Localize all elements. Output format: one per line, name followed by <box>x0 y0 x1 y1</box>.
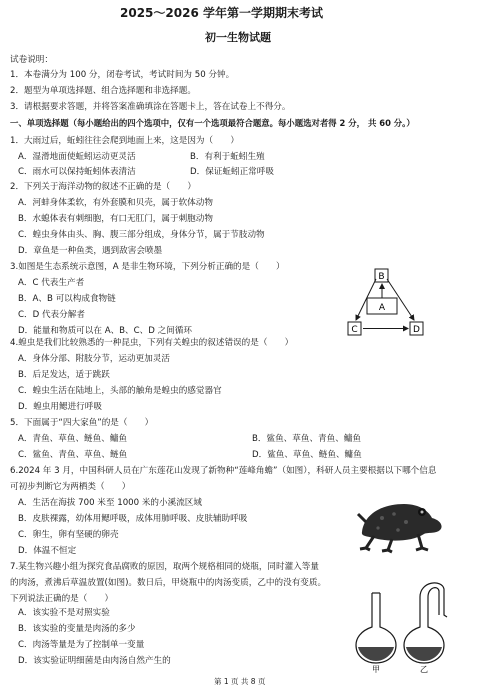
question-stem: 7.某生物兴趣小组为探究食品腐败的原因，取两个规格相同的烧瓶，同时灌入等量 <box>10 562 319 572</box>
option-c: C．D 代表分解者 <box>18 310 85 320</box>
instruction-item: 3．请根据要求答题，并将答案准确填涂在答题卡上，答在试卷上不得分。 <box>10 102 291 112</box>
option-d: D．保证蚯蚓正常呼吸 <box>190 167 274 177</box>
toad-image <box>352 492 447 554</box>
option-b: B．鲨鱼、草鱼、青鱼、鳙鱼 <box>252 434 362 444</box>
option-d: D．章鱼是一种鱼类，遇到敌害会喷墨 <box>18 246 163 256</box>
flask-jia <box>356 593 396 663</box>
question-stem: 5．下面属于“四大家鱼”的是（ ） <box>10 418 154 428</box>
exam-subtitle: 初一生物试题 <box>205 31 271 44</box>
instruction-item: 1．本卷满分为 100 分，闭卷考试，考试时间为 50 分钟。 <box>10 70 235 80</box>
option-b: B．该实验的变量是肉汤的多少 <box>18 624 136 634</box>
ecosystem-diagram <box>340 265 435 345</box>
option-c: C．卵生，卵有坚硬的卵壳 <box>18 530 119 540</box>
option-d: D．蝗虫用鳃进行呼吸 <box>18 402 102 412</box>
exam-title: 2025～2026 学年第一学期期末考试 <box>120 6 323 20</box>
node-b-label: B <box>378 272 385 282</box>
option-c: C．雨水可以保持蚯蚓体表清洁 <box>18 167 136 177</box>
option-a: A．C 代表生产者 <box>18 278 85 288</box>
option-b: B．水螅体表有刺细胞，有口无肛门，属于刺胞动物 <box>18 214 213 224</box>
flask-yi <box>404 583 447 663</box>
option-c: C．肉汤等量是为了控制单一变量 <box>18 640 145 650</box>
option-a: A．青鱼、草鱼、鲢鱼、鳙鱼 <box>18 434 128 444</box>
option-c: C．蝗虫生活在陆地上，头部的触角是蝗虫的感觉器官 <box>18 386 222 396</box>
option-a: A．身体分部、附肢分节，运动更加灵活 <box>18 354 170 364</box>
option-a: A．生活在海拔 700 米至 1000 米的小溪流区域 <box>18 498 202 508</box>
question-stem: 3.如图是生态系统示意图，A 是非生物环境，下列分析正确的是（ ） <box>10 262 285 272</box>
option-b: B．A、B 可以构成食物链 <box>18 294 116 304</box>
question-stem: 4.蝗虫是我们比较熟悉的一种昆虫，下列有关蝗虫的叙述错误的是（ ） <box>10 338 294 348</box>
option-d: D．体温不恒定 <box>18 546 77 556</box>
option-c: C．蝗虫身体由头、胸、腹三部分组成，身体分节，属于节肢动物 <box>18 230 265 240</box>
option-d: D．鲨鱼、草鱼、鲢鱼、鳙鱼 <box>252 450 362 460</box>
option-a: A．河蚌身体柔软，有外套膜和贝壳，属于软体动物 <box>18 198 213 208</box>
instruction-item: 2．题型为单项选择题、组合选择题和非选择题。 <box>10 86 196 96</box>
option-b: B．有利于蚯蚓生殖 <box>190 152 265 162</box>
question-stem: 2．下列关于海洋动物的叙述不正确的是（ ） <box>10 182 196 192</box>
node-d-label: D <box>413 325 420 335</box>
option-a: A．该实验不是对照实验 <box>18 608 110 618</box>
option-d: D．该实验证明细菌是由肉汤自然产生的 <box>18 656 171 666</box>
question-stem: 1．大雨过后，蚯蚓往往会爬到地面上来，这是因为（ ） <box>10 136 239 146</box>
node-c-label: C <box>351 325 358 335</box>
flask-label-yi: 乙 <box>420 665 428 673</box>
option-d: D．能量和物质可以在 A、B、C、D 之间循环 <box>18 326 192 336</box>
question-stem-line2: 可初步判断它为两栖类（ ） <box>10 482 131 492</box>
instructions-heading: 试卷说明： <box>10 55 53 65</box>
option-c: C．鲨鱼、青鱼、草鱼、鲢鱼 <box>18 450 128 460</box>
question-stem-line3: 下列说法正确的是（ ） <box>10 594 114 604</box>
question-stem-line2: 的肉汤，煮沸后草温放置(如图)。数日后，甲烧瓶中的肉汤变质，乙中的没有变质。 <box>10 578 327 588</box>
option-a: A．湿滑地面使蚯蚓运动更灵活 <box>18 152 136 162</box>
section-title: 一、单项选择题（每小题给出的四个选项中，仅有一个选项最符合题意。每小题选对者得 2 分， 共 60 分。） <box>10 118 415 128</box>
page-footer: 第 1 页 共 8 页 <box>214 677 266 686</box>
option-b: B．后足发达，适于跳跃 <box>18 370 110 380</box>
option-b: B．皮肤裸露，幼体用鳃呼吸，成体用肺呼吸、皮肤辅助呼吸 <box>18 514 248 524</box>
node-a-label: A <box>378 303 386 313</box>
question-stem: 6.2024 年 3 月，中国科研人员在广东莲花山发现了新物种“莲峰角蟾”（如图），科研人员主要根据以下哪个信息 <box>10 466 437 476</box>
flask-experiment-image <box>350 575 460 673</box>
flask-label-jia: 甲 <box>372 665 380 673</box>
